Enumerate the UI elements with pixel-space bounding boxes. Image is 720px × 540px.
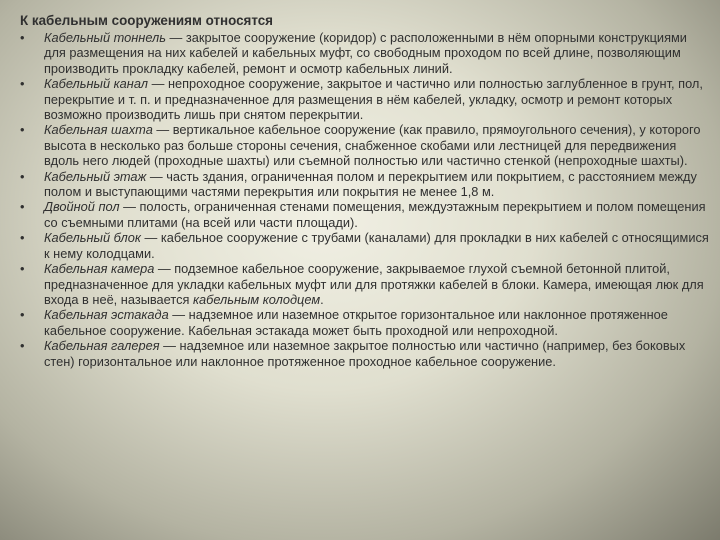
list-item: [20, 199, 710, 230]
term: Кабельная камера: [44, 261, 155, 277]
term: Кабельный тоннель: [44, 30, 166, 45]
list-item: [20, 169, 710, 200]
bullet-icon: •: [20, 338, 25, 354]
term: Кабельная шахта: [44, 122, 153, 138]
slide-title: К кабельным сооружениям относятся: [20, 13, 273, 28]
term: Двойной пол: [44, 199, 120, 215]
bullet-icon: •: [20, 261, 25, 277]
term: Кабельная эстакада: [44, 307, 169, 323]
definition-text: — подземное кабельное сооружение, закрываемое глухой съемной бетонной плитой, предназначенное для укладки кабельных муфт или для протяжки кабелей в блоки. Камера, имеющая люк для входа в неё, называется: [44, 261, 704, 307]
bullet-icon: •: [20, 168, 25, 184]
bullet-icon: •: [20, 122, 25, 138]
bullet-icon: •: [20, 307, 25, 323]
definition-text: — вертикальное кабельное сооружение (как правило, прямоугольного сечения), у которого высота в несколько раз больше стороны сечения, снабженное скобами или лестницей для передвижения вдоль него людей (проходные шахты) или съемной полностью или частично стенкой (непроходные шахты).: [44, 122, 701, 169]
list-item: [20, 230, 710, 261]
definition-text: — полость, ограниченная стенами помещения, междуэтажным перекрытием и полом помещения со съемными плитами (на всей или части площади).: [44, 199, 706, 230]
definition-text: — часть здания, ограниченная полом и перекрытием или покрытием, с расстоянием между полом и выступающими частями перекрытия или покрытия не менее 1,8 м.: [44, 168, 697, 200]
list-item: [20, 261, 710, 307]
definition-list: [20, 30, 710, 369]
definition-tail: .: [320, 291, 324, 307]
bullet-icon: •: [20, 230, 25, 246]
list-item: [20, 30, 710, 76]
definition-text: — закрытое сооружение (коридор) с расположенными в нём опорными конструкциями для размещения на них кабелей и кабельных муфт, со свободным проходом по всей длине, позволяющим производить прокладку кабелей, ремонт и осмотр кабельных линий.: [44, 30, 687, 76]
definition-text: — надземное или наземное закрытое полностью или частично (например, без боковых стен) горизонтальное или наклонное протяженное проходное кабельное сооружение.: [44, 338, 686, 369]
bullet-icon: •: [20, 30, 25, 45]
definition-text: — непроходное сооружение, закрытое и частично или полностью заглубленное в грунт, пол, перекрытие и т. п. и предназначенное для размещения в нём кабелей, укладку, осмотр и ремонт которых возможно производить лишь при снятом перекрытии.: [44, 76, 703, 123]
bullet-icon: •: [20, 76, 25, 92]
list-item: [20, 122, 710, 168]
list-item: [20, 76, 710, 122]
term: Кабельный блок: [44, 230, 141, 246]
definition-text: — надземное или наземное открытое горизонтальное или наклонное протяженное кабельное сооружение. Кабельная эстакада может быть проходной или непроходной.: [44, 307, 668, 338]
term: Кабельный канал: [44, 76, 149, 92]
list-item: [20, 307, 710, 338]
definition-text: — кабельное сооружение с трубами (каналами) для прокладки в них кабелей с относящимися к нему колодцами.: [44, 230, 709, 261]
bullet-icon: •: [20, 199, 25, 215]
term: Кабельная галерея: [44, 338, 160, 354]
term-inline: кабельным колодцем: [192, 291, 321, 307]
term: Кабельный этаж: [44, 168, 147, 184]
list-item: [20, 338, 710, 369]
